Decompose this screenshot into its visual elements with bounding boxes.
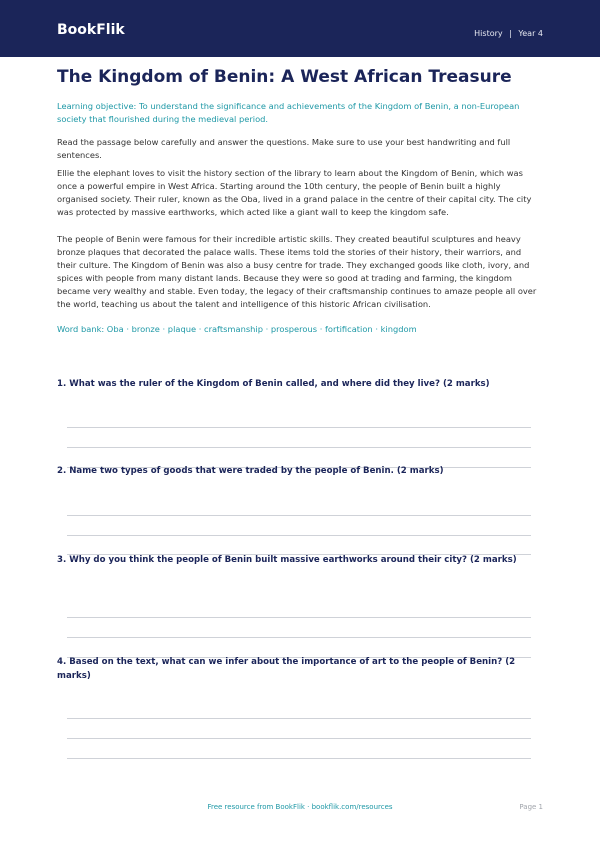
answer-line[interactable]	[67, 535, 531, 536]
learning-objective: Learning objective: To understand the significance and achievements of the Kingdom of Benin, a non-European society that flourished during the medieval period.	[57, 101, 520, 124]
subject-year-label	[474, 28, 543, 40]
header-bar	[0, 0, 600, 57]
footer	[0, 802, 600, 816]
answer-line[interactable]	[67, 637, 531, 638]
answer-line[interactable]	[67, 447, 531, 448]
subject-label: History	[474, 29, 503, 38]
answer-line[interactable]	[67, 427, 531, 428]
worksheet-body	[57, 64, 543, 336]
footer-resource-link[interactable]: Free resource from BookFlik · bookflik.com/resources	[207, 803, 393, 811]
question-3-text: 3. Why do you think the people of Benin built massive earthworks around their city? (2 marks)	[57, 555, 517, 565]
answer-line[interactable]	[67, 515, 531, 516]
year-label: Year 4	[518, 29, 543, 38]
passage-paragraph-1: Ellie the elephant loves to visit the history section of the library to learn about the Kingdom of Benin, which was once a powerful empire in West Africa. Starting around the 10th century, the people of Benin built a highly organised society. Their ruler, known as the Oba, lived in a grand palace in the centre of their capital city. The city was protected by massive earthworks, which acted like a giant wall to keep the kingdom safe.	[57, 168, 532, 217]
instructions: Read the passage below carefully and answer the questions. Make sure to use your best handwriting and full sentences.	[57, 137, 511, 160]
question-3	[57, 553, 543, 567]
question-2	[57, 464, 543, 478]
answer-line[interactable]	[67, 758, 531, 759]
question-1-text: 1. What was the ruler of the Kingdom of Benin called, and where did they live? (2 marks)	[57, 379, 490, 389]
separator: |	[509, 29, 512, 38]
answer-line[interactable]	[67, 718, 531, 719]
answer-line[interactable]	[67, 738, 531, 739]
word-bank: Word bank: Oba · bronze · plaque · craftsmanship · prosperous · fortification · kingdom	[57, 324, 417, 334]
passage-paragraph-2: The people of Benin were famous for their incredible artistic skills. They created beautiful sculptures and heavy bronze plaques that decorated the palace walls. These items told the stories of their history, their warriors, and their culture. The Kingdom of Benin was also a busy centre for trade. They exchanged goods like cloth, ivory, and spices with people from many distant lands. Because they were so good at trading and farming, the kingdom became very wealthy and stable. Even today, the legacy of their craftsmanship continues to amaze people all over the world, teaching us about the talent and intelligence of this historic African civilisation.	[57, 234, 537, 309]
question-2-text: 2. Name two types of goods that were traded by the people of Benin. (2 marks)	[57, 466, 444, 476]
page-number: Page 1	[519, 803, 543, 811]
answer-line[interactable]	[67, 617, 531, 618]
question-4	[57, 655, 543, 683]
question-4-text: 4. Based on the text, what can we infer about the importance of art to the people of Benin? (2 marks)	[57, 657, 516, 681]
question-1	[57, 377, 543, 391]
page-title: The Kingdom of Benin: A West African Treasure	[57, 67, 512, 87]
brand-logo: BookFlik	[57, 22, 125, 38]
